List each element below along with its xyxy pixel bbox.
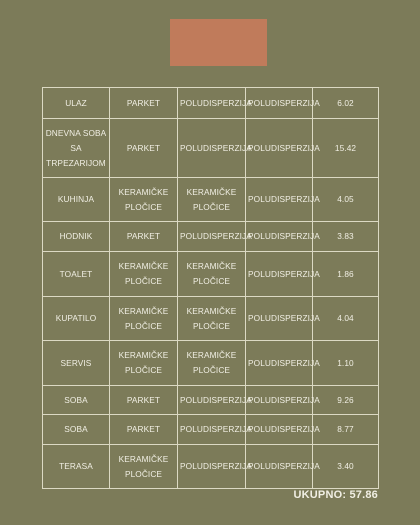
room-name-cell: TERASA xyxy=(43,445,110,489)
ceiling-finish-cell: POLUDISPERZIJA xyxy=(246,341,313,386)
ceiling-finish-cell: POLUDISPERZIJA xyxy=(246,178,313,222)
floor-finish-cell: KERAMIČKE PLOČICE xyxy=(110,178,178,222)
area-cell: 1.10 xyxy=(313,341,379,386)
area-cell: 4.04 xyxy=(313,297,379,341)
ceiling-finish-cell: POLUDISPERZIJA xyxy=(246,297,313,341)
room-name-cell: TOALET xyxy=(43,252,110,297)
floor-finish-cell: PARKET xyxy=(110,222,178,252)
wall-finish-cell: KERAMIČKE PLOČICE xyxy=(178,341,246,386)
table-row xyxy=(43,252,379,297)
ceiling-finish-cell: POLUDISPERZIJA xyxy=(246,445,313,489)
area-cell: 8.77 xyxy=(313,415,379,445)
table-row xyxy=(43,222,379,252)
room-name-cell: HODNIK xyxy=(43,222,110,252)
wall-finish-cell: POLUDISPERZIJA xyxy=(178,119,246,178)
ceiling-finish-cell: POLUDISPERZIJA xyxy=(246,252,313,297)
ceiling-finish-cell: POLUDISPERZIJA xyxy=(246,222,313,252)
room-finish-table xyxy=(42,87,379,489)
table-row xyxy=(43,178,379,222)
room-name-cell: DNEVNA SOBA SA TRPEZARIJOM xyxy=(43,119,110,178)
wall-finish-cell: POLUDISPERZIJA xyxy=(178,222,246,252)
wall-finish-cell: POLUDISPERZIJA xyxy=(178,88,246,119)
ceiling-finish-cell: POLUDISPERZIJA xyxy=(246,88,313,119)
table-row xyxy=(43,445,379,489)
room-name-cell: SOBA xyxy=(43,415,110,445)
area-cell: 4.05 xyxy=(313,178,379,222)
area-cell: 6.02 xyxy=(313,88,379,119)
floor-finish-cell: PARKET xyxy=(110,415,178,445)
wall-finish-cell: POLUDISPERZIJA xyxy=(178,415,246,445)
area-cell: 3.40 xyxy=(313,445,379,489)
room-name-cell: KUHINJA xyxy=(43,178,110,222)
floor-finish-cell: KERAMIČKE PLOČICE xyxy=(110,252,178,297)
wall-finish-cell: KERAMIČKE PLOČICE xyxy=(178,297,246,341)
room-name-cell: SERVIS xyxy=(43,341,110,386)
floor-finish-cell: KERAMIČKE PLOČICE xyxy=(110,445,178,489)
table-row xyxy=(43,341,379,386)
table-row xyxy=(43,415,379,445)
total-area: UKUPNO: 57.86 xyxy=(293,489,378,501)
wall-finish-cell: POLUDISPERZIJA xyxy=(178,445,246,489)
table-row xyxy=(43,386,379,415)
area-cell: 9.26 xyxy=(313,386,379,415)
floor-finish-cell: KERAMIČKE PLOČICE xyxy=(110,341,178,386)
ceiling-finish-cell: POLUDISPERZIJA xyxy=(246,119,313,178)
wall-finish-cell: KERAMIČKE PLOČICE xyxy=(178,178,246,222)
table-row xyxy=(43,88,379,119)
ceiling-finish-cell: POLUDISPERZIJA xyxy=(246,386,313,415)
floor-finish-cell: PARKET xyxy=(110,88,178,119)
floor-finish-cell: KERAMIČKE PLOČICE xyxy=(110,297,178,341)
ceiling-finish-cell: POLUDISPERZIJA xyxy=(246,415,313,445)
wall-finish-cell: POLUDISPERZIJA xyxy=(178,386,246,415)
area-cell: 3.83 xyxy=(313,222,379,252)
table-row xyxy=(43,297,379,341)
room-name-cell: ULAZ xyxy=(43,88,110,119)
table-row xyxy=(43,119,379,178)
floor-finish-cell: PARKET xyxy=(110,119,178,178)
room-name-cell: KUPATILO xyxy=(43,297,110,341)
floor-finish-cell: PARKET xyxy=(110,386,178,415)
area-cell: 1.86 xyxy=(313,252,379,297)
wall-finish-cell: KERAMIČKE PLOČICE xyxy=(178,252,246,297)
color-swatch xyxy=(170,19,267,66)
area-cell: 15.42 xyxy=(313,119,379,178)
room-name-cell: SOBA xyxy=(43,386,110,415)
